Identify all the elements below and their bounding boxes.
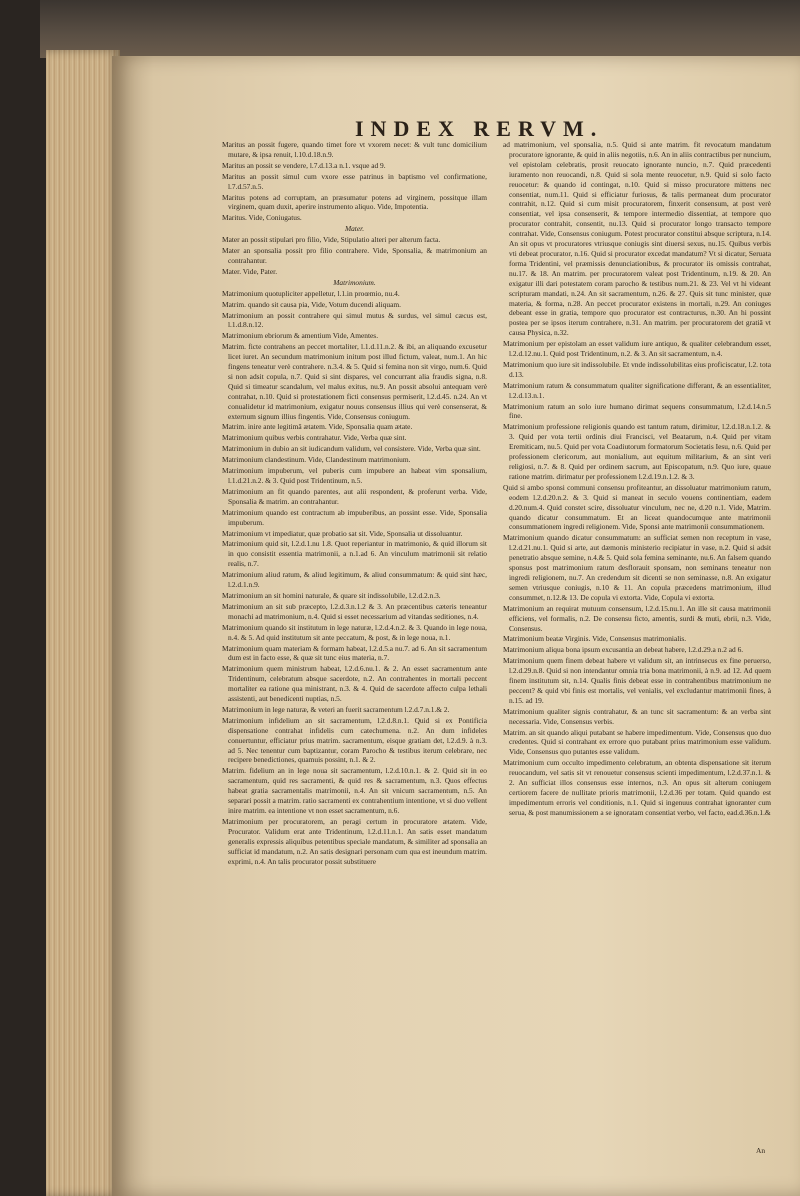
index-entry: Mater an possit stipulari pro filio, Vide, Stipulatio alteri per alterum facta. [222, 235, 441, 245]
index-entry: Mater. Vide, Pater. [222, 266, 278, 276]
index-entry: Maritus an possit fugere, quando timet fore vt vxorem necet: & vult tunc domicilium mutare, & ipsa renuit, l.10.d.18.n.9. [222, 140, 487, 159]
index-entry: Matrimonium cum occulto impedimento celebratum, an obtenta dispensatione sit iterum reuocandum, vel satis sit vt renouetur consensus scienti impedimentum, l.2.d.37.n.1. & 2. An sufficiat illos consensus esse internos, n.3. An opus sit alterum coniugem certiorem facere de nullitate prioris matrimonii, l.2.d.36 per totam. Quid quando est impedimentum erroris vel conditionis, n.1. Quid si ingenuus contrahat ignoranter cum serua, & post manumissionem a se ignoratam consentiat verbo, vel facto, ead.d.36.n.1.& [503, 758, 771, 817]
index-entry: Maritus an possit se vendere, l.7.d.13.a n.1. vsque ad 9. [222, 160, 386, 170]
index-entry: Matrimonium in lege naturæ, & veteri an fuerit sacramentum l.2.d.7.n.1.& 2. [222, 704, 450, 714]
index-entry: Matrimonium infidelium an sit sacramentum, l.2.d.8.n.1. Quid si ex Pontificia dispensatione contrahat infidelis cum catechumena. n.2. An dum infideles conuertuntur, efficiatur prius matrim. sacramentum, eisque gratiam det, l.2.d.9. à n.3. ad 5. Nec tenentur cum baptizantur, coram Parocho & testibus iterum celebrare, nec recipere benedictiones, quamuis possint, n.1. & 2. [222, 715, 487, 765]
index-entry: Matrimonium aliud ratum, & aliud legitimum, & aliud consummatum: & quid sint hæc, l.2.d.1.n.9. [222, 570, 487, 590]
index-entry: Matrimonium an sit sub præcepto, l.2.d.3.n.1.2 & 3. An præcentibus cæteris teneantur monachi ad matrimonium, n.4. Quid si esset necessarium ad vitandas seditiones, n.4. [222, 601, 487, 621]
right-column [503, 140, 771, 819]
index-entry: Matrimonium an requirat mutuum consensum, l.2.d.15.nu.1. An ille sit causa matrimonii efficiens, vel formalis, n.2. De consensu ficto, amentis, surdi & muti, ebrii, n.3. Vide, Consensus. [503, 603, 771, 633]
index-entry: Matrimonium ratum an solo iure humano dirimat sequens consummatum, l.2.d.14.n.5 fine. [503, 401, 771, 421]
index-entry: Mater an sponsalia possit pro filio contrahere. Vide, Sponsalia, & matrimonium an contrahantur. [222, 246, 487, 265]
index-entry: Matrim. an sit quando aliqui putabant se habere impedimentum. Vide, Consensus quo duo credentes. Quid si contrahant ex errore quo putabant prius matrimonium esse validum. Vide, Consensus quo putantes esse validum. [503, 727, 771, 757]
index-entry: Mater. [344, 224, 365, 234]
index-entry: Matrimonium quando dicatur consummatum: an sufficiat semen non receptum in vase, l.2.d.21.nu.1. Quid si arte, aut dæmonis ministerio recipiatur in vase, n.2. Quid si adsit penetratio absque semine, n.4.& 5. Quid sola femina seminante, nu.6. An falsem quando sponsus post matrimonium ratum desflorauit sponsam, non seminans teneatur non ingredi religionem, nu.7. An credendum sit dicenti se non seminasse, n.8. An exigatur semen vtriusque coniugis, n.10 & 11. An copula præcedens matrimonium, illud consummet, n.12.& 13. De copula vi extorta. Vide, Copula vi extorta. [503, 533, 771, 602]
index-entry: Matrimonium an possit contrahere qui simul mutus & surdus, vel simul cæcus est, l.1.d.8.n.12. [222, 310, 487, 330]
index-entry: Matrimonium impuberum, vel puberis cum impubere an habeat vim sponsalium, l.1.d.21.n.2. & 3. Quid post Tridentinum, n.5. [222, 466, 487, 485]
index-entry: Matrimonium beatæ Virginis. Vide, Consensus matrimonialis. [503, 634, 687, 644]
index-entry: Matrim. quando sit causa pia, Vide, Votum ducendi aliquam. [222, 299, 401, 309]
index-entry: Matrimonium quando sit institutum in lege naturæ, l.2.d.4.n.2. & 3. Quando in lege noua, n.4. & 5. Ad quid institutum sit ante peccatum, & post, & in lege noua, n.1. [222, 622, 487, 642]
page-header: INDEX RERVM. [355, 116, 604, 141]
index-entry: Matrimonium quem ministrum habeat, l.2.d.6.nu.1. & 2. An esset sacramentum ante Tridentinum, celebratum absque sacerdote, n.2. An contrahentes in mortali peccent mortaliter ea ratione qua ministrant, n.3. & 4. Quid de sacerdote affecto culpa lethali assistenti, aut benedicenti nuptias, n.5. [222, 664, 487, 704]
left-column [222, 140, 487, 867]
index-entry: Maritus an possit simul cum vxore esse patrinus in baptismo vel confirmatione, l.7.d.57.n.5. [222, 171, 487, 191]
index-entry: Matrimonium quid sit, l.2.d.1.nu 1.8. Quot reperiantur in matrimonio, & quid illorum sit in quo consistit essentia matrimonii, a n.1.ad 6. An vinculum matrimonii sit relatio realis, n.7. [222, 539, 487, 569]
index-entry: Matrimonium ebriorum & amentium Vide, Amentes. [222, 331, 379, 341]
index-entry: Matrimonium per procuratorem, an peragi certum in procuratore ætatem. Vide, Procurator. Validum erat ante Tridentinum, l.2.d.11.n.1. An satis esset mandatum generalis expressis aliquibus petentibus speciale mandatum, & similiter ad sponsalia an sufficiat id mandatum, n.2. An satis designari personam cum qua est ineundum matrim. exprimi, n.4. An talis procurator possit substituere [222, 816, 487, 866]
index-entry: Matrimonium quibus verbis contrahatur. Vide, Verba quæ sint. [222, 433, 407, 443]
index-entry: Matrimonium vt impediatur, quæ probatio sat sit. Vide, Sponsalia ut dissoluantur. [222, 528, 463, 538]
index-entry: Matrimonium an fit quando parentes, aut alii respondent, & proferunt verba. Vide, Sponsalia & matrim. an contrahantur. [222, 486, 487, 506]
index-entry: Matrimonium quam materiam & formam habeat, l.2.d.5.a nu.7. ad 6. An sit sacramentum dum est in facto esse, & quæ sit tunc eius materia, n.7. [222, 643, 487, 663]
index-entry: ad matrimonium, vel sponsalia, n.5. Quid si ante matrim. fit revocatum mandatum procuratore ignorante, & quid in aliis negotiis, n.6. An in aliis contractibus per nuncium, vel epistolam celebratis, prosit reuocato ignorante nuncio, n.7. Quid præcedenti iuramento non reuocandi, n.8. Quid si sola mente reuocetur, n.9. Quid si solo facto reuocetur: & quando id contingat, n.10. Quid si misso procuratore mittens nec consentiat, num.11. Quid si efficiatur furiosus, & talis permaneat dum procurator contrahit, n.12. Quid si cum misit procuratorem, finxerit consensum, at post verè consentiat, vel ipsa consenserit, & tempore intermedio dissentiat, at tempore quo procurator contrahit, consentit, nu.13. Quid si procurator longo transacto tempore contrahat. Vide, Consensus coniugum. Potest procurator constitui absque scriptura, n.14. An sit opus vt procuratores vtriusque coniugis sint diuersi sexus, nu.15. Quibus verbis vti debeat procurator, n.16. Quid si procurator excedat mandatum? Vt si dicatur, Seruata forma Tridentini, vel præmissis denunciationibus, & procurator iis omissis contrahat, nu.17. & 18. An matrim. per procuratorem valeat post Tridentinum, n.19. & 20. An exigatur illi dari potestatem coram parocho & testibus num.21. & 23. Vel vt hi videant scripturam mandati, n.24. An sit sacramentum, n.26. & 27. Quis sit tunc minister, quæ materia, & forma, n.28. An peccet procurator existens in mortali, n.29. An coniuges debeant esse in gratia, tempore quo procurator est contracturus, n.30. An hi possint postea per se ipsos iterum contrahere, n.31. An matrim. per procuratorem det gratiã vt causa Physica, n.32. [503, 140, 771, 338]
index-entry: Matrimonium qualiter signis contrahatur, & an tunc sit sacramentum: & an verba sint necessaria. Vide, Consensus verbis. [503, 706, 771, 726]
index-entry: Matrim. fidelium an in lege noua sit sacramentum, l.2.d.10.n.1. & 2. Quid sit in eo sacramentum, quid res sacramenti, & quid res & sacramentum, n.3. Quos effectus habeat gratia sacramentalis matrimonii, n.4. An sit vnicum sacramentum, n.5. An separari possit a matrim. ratio sacramenti ex contrahentium intentione, vt si duo vellent inire matrim. ea intentione vt non esset sacramentum, n.6. [222, 766, 487, 815]
catchword: An [756, 1146, 766, 1155]
index-entry: Matrimonium per epistolam an esset validum iure antiquo, & qualiter celebrandum esset, l.2.d.12.nu.1. Quid post Tridentinum, n.2. & 3. An sit sacramentum, n.4. [503, 339, 771, 359]
index-entry: Matrimonium. [333, 277, 376, 287]
index-entry: Maritus. Vide, Coniugatus. [222, 213, 302, 223]
index-entry: Matrim. inire ante legitimã ætatem. Vide, Sponsalia quam ætate. [222, 422, 413, 432]
index-entry: Matrimonium aliqua bona ipsum excusantia an debeat habere, l.2.d.29.a n.2 ad 6. [503, 645, 744, 655]
index-entry: Matrimonium ratum & consummatum qualiter significatione differant, & an essentialiter, l.2.d.13.n.1. [503, 380, 771, 400]
index-entry: Matrim. ficte contrahens an peccet mortaliter, l.1.d.11.n.2. & ibi, an aliquando excusetur licet iuret. An secundum matrimonium initum post illud fictum, valeat, num.1. An hic fingens teneatur verè contrahere. n.3.4. & 5. Quid si femina non sit virgo, num.6. Quid si non adsit copula, n.7. Quid si sint dispares, vel concurrant alia fraudis signa, n.8. Quid si timeatur scandalum, vel malus exitus, nu.9. An possit absolui antequam verè contrahat, n.10. Quid si protestationem ficti consensus permiserit, l.2.d.45. n.24. An vt conualidetur id matrimonium, exigatur nouus consensus illius qui verè consenserat, & externum signum illius fingentis. Vide, Consensus coniugum. [222, 342, 487, 421]
index-entry: Matrimonium clandestinum. Vide, Clandestinum matrimonium. [222, 455, 411, 465]
index-entry: Quid si ambo sponsi communi consensu profiteantur, an dissoluatur matrimonium ratum, eodem l.2.d.20.n.2. & 3. Quid si maneat in seculo vouens continentiam, eadem d.20.num.4. Quid constet scire, dissoluatur vinculum, nec ne, d.20 n.1. Vide, Matrim. quando dicatur consummatum. Et an liceat quandocumque ante matrimonii consummationem ingredi religionem. Vide, Sponsi ante matrimonii consummationem. [503, 482, 771, 532]
index-entry: Maritus potens ad corruptam, an præsumatur potens ad virginem, possitque illam virginem, quam duxit, aperire instrumento aliquo. Vide, Impotentia. [222, 192, 487, 212]
index-entry: Matrimonium an sit homini naturale, & quare sit indissolubile, l.2.d.2.n.3. [222, 590, 441, 600]
book-top-edge [40, 0, 800, 58]
index-entry: Matrimonium quotupliciter appelletur, l.1.in proœmio, nu.4. [222, 288, 400, 298]
index-entry: Matrimonium quando est contractum ab impuberibus, an possint esse. Vide, Sponsalia impuberum. [222, 507, 487, 527]
index-entry: Matrimonium quem finem debeat habere vt validum sit, an intrinsecus ex fine peruerso, l.2.d.29.n.8. Quid si non intendantur omnia tria bona matrimonii, à n.9. ad 12. Ad quem finem institutum sit, n.14. Qualis finis debeat esse in contrahentibus matrimonium ne peccent? & quid vbi finis est mortalis, vel venialis, vel excludantur matrimonii fines, à n.15. ad 19. [503, 656, 771, 705]
page-edges [46, 50, 120, 1196]
index-entry: Matrimonium quo iure sit indissolubile. Et vnde indissolubilitas eius proficiscatur, l.2. tota d.13. [503, 359, 771, 379]
index-entry: Matrimonium professione religionis quando est tantum ratum, dirimitur, l.2.d.18.n.1.2. & 3. Quid per vota tertii ordinis diui Francisci, vel Beatarum, n.4. Quid per vitam Eremiticam, nu.5. Quid per vota Coadiutorum formatorum Societatis Iesu, n.6. Quid per professionem clericorum, aut monialium, aut equitum militarium, & an sint veri religiosi, n.7. & 8. Quid per ordinem sacrum, aut Episcopatum, n.9. Quo iure, quaue ratione matrim. dirimatur per professionem l.2.d.19.n.1.2. & 3. [503, 422, 771, 481]
index-entry: Matrimonium in dubio an sit iudicandum validum, vel consistere. Vide, Verba quæ sint. [222, 444, 481, 454]
